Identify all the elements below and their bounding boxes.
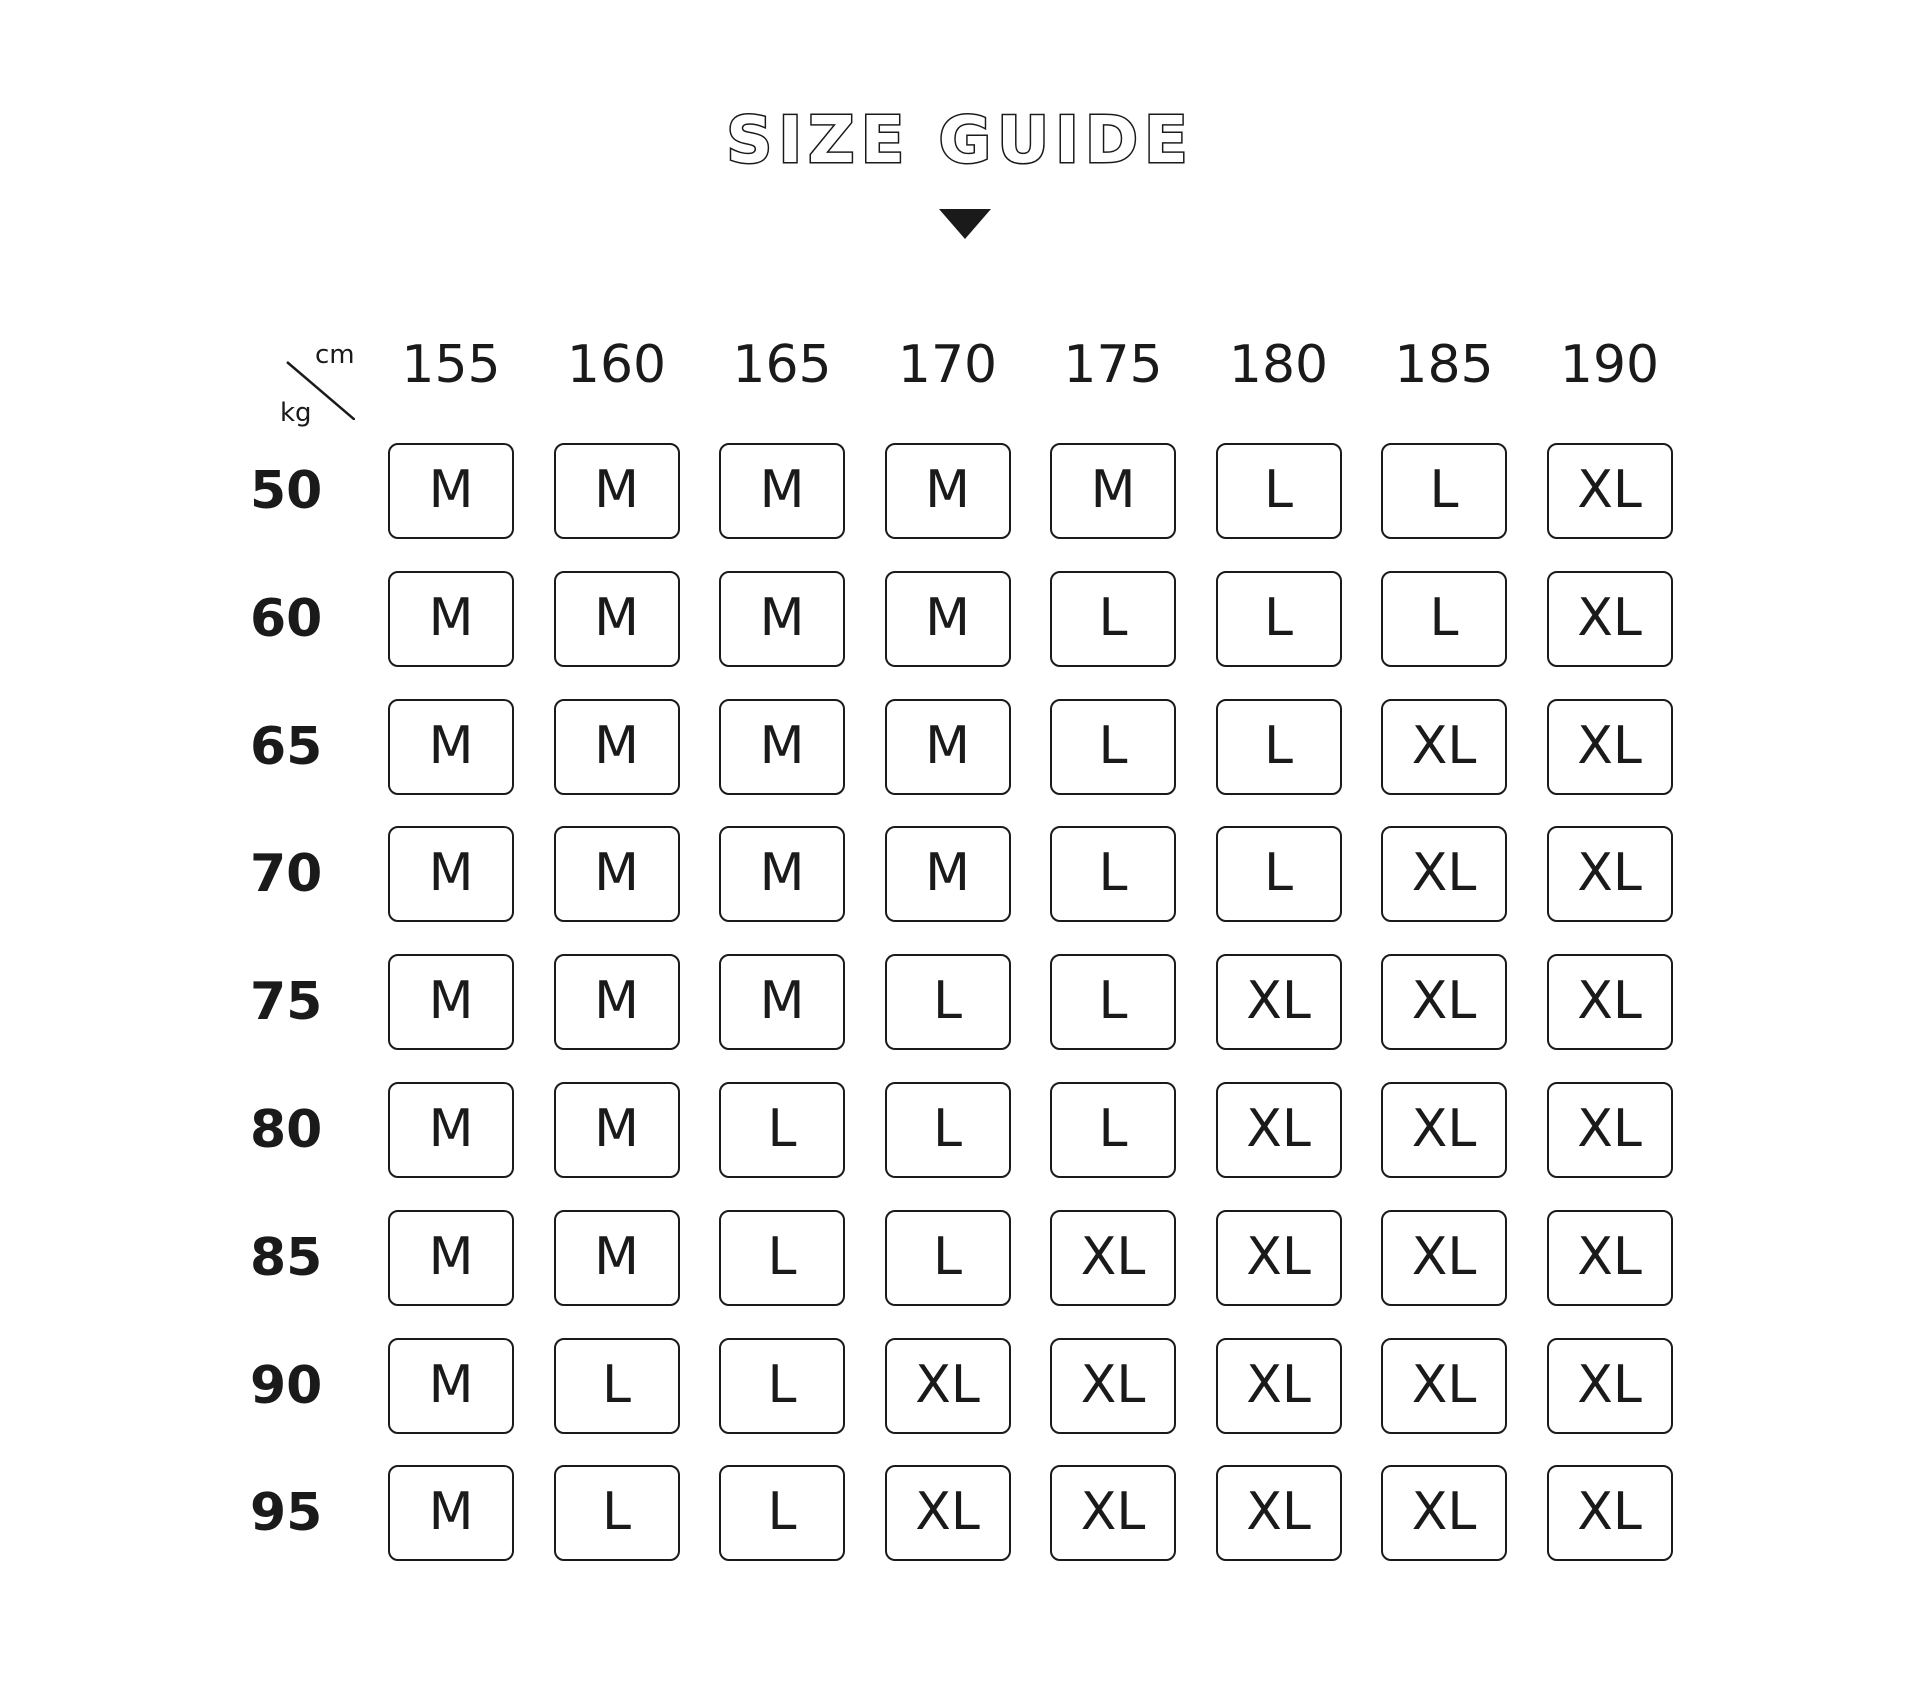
size-cell: M (554, 954, 680, 1050)
size-cell: XL (1050, 1338, 1176, 1434)
size-cell: M (719, 826, 845, 922)
size-cell: L (1216, 571, 1342, 667)
size-cell: M (388, 1082, 514, 1178)
size-cell: M (554, 1082, 680, 1178)
size-cell: L (1216, 699, 1342, 795)
size-cell: L (1050, 571, 1176, 667)
column-header: 175 (1063, 335, 1163, 395)
row-header: 60 (250, 588, 323, 649)
size-cell: L (719, 1338, 845, 1434)
size-cell: M (554, 699, 680, 795)
size-cell: XL (1547, 571, 1673, 667)
triangle-down-icon (935, 205, 995, 245)
size-cell: M (1050, 443, 1176, 539)
corner-header (275, 335, 375, 435)
size-cell: L (1216, 826, 1342, 922)
size-cell: L (719, 1082, 845, 1178)
size-cell: M (554, 443, 680, 539)
size-cell: L (719, 1210, 845, 1306)
size-cell: M (719, 571, 845, 667)
size-cell: XL (885, 1338, 1011, 1434)
size-cell: L (1050, 954, 1176, 1050)
size-cell: M (554, 571, 680, 667)
size-cell: L (554, 1338, 680, 1434)
size-cell: L (719, 1465, 845, 1561)
size-cell: L (1050, 699, 1176, 795)
column-header: 190 (1559, 335, 1660, 395)
size-cell: L (885, 954, 1011, 1050)
size-cell: M (388, 443, 514, 539)
size-cell: XL (1381, 1210, 1507, 1306)
row-header: 90 (250, 1355, 323, 1416)
size-cell: XL (1547, 826, 1673, 922)
size-cell: M (388, 571, 514, 667)
size-cell: M (554, 1210, 680, 1306)
size-cell: L (1216, 443, 1342, 539)
column-header: 185 (1394, 335, 1494, 395)
size-cell: XL (1547, 443, 1673, 539)
size-cell: XL (1381, 699, 1507, 795)
size-cell: XL (1547, 954, 1673, 1050)
size-cell: M (885, 443, 1011, 539)
size-cell: L (1381, 443, 1507, 539)
size-guide-title (560, 100, 1360, 180)
size-cell: XL (1050, 1465, 1176, 1561)
size-cell: XL (1216, 954, 1342, 1050)
size-cell: L (885, 1082, 1011, 1178)
column-header: 180 (1228, 335, 1329, 395)
size-cell: XL (1381, 1465, 1507, 1561)
size-cell: L (554, 1465, 680, 1561)
size-cell: L (1050, 1082, 1176, 1178)
size-cell: XL (1547, 1465, 1673, 1561)
row-header: 80 (250, 1100, 323, 1160)
size-cell: XL (1547, 699, 1673, 795)
size-cell: M (388, 954, 514, 1050)
title-area (0, 100, 1920, 180)
size-cell: M (388, 826, 514, 922)
size-cell: M (388, 1338, 514, 1434)
size-cell: M (885, 826, 1011, 922)
page-title: SIZE GUIDE (726, 104, 1194, 178)
size-cell: M (388, 1465, 514, 1561)
size-cell: XL (1381, 826, 1507, 922)
row-header: 85 (250, 1227, 323, 1288)
row-header: 50 (250, 461, 323, 521)
size-cell: XL (1381, 954, 1507, 1050)
size-cell: M (554, 826, 680, 922)
size-cell: XL (1216, 1082, 1342, 1178)
size-cell: XL (1216, 1465, 1342, 1561)
size-cell: XL (885, 1465, 1011, 1561)
size-cell: XL (1547, 1338, 1673, 1434)
size-cell: XL (1050, 1210, 1176, 1306)
size-cell: M (719, 954, 845, 1050)
size-cell: XL (1381, 1338, 1507, 1434)
size-cell: M (388, 1210, 514, 1306)
column-header: 155 (401, 335, 501, 395)
size-cell: M (388, 699, 514, 795)
size-cell: L (1381, 571, 1507, 667)
size-cell: XL (1547, 1082, 1673, 1178)
size-cell: XL (1381, 1082, 1507, 1178)
row-header: 95 (250, 1483, 323, 1544)
size-cell: XL (1216, 1338, 1342, 1434)
row-header: 70 (250, 844, 323, 905)
row-header: 65 (250, 716, 323, 777)
size-cell: XL (1547, 1210, 1673, 1306)
size-cell: L (1050, 826, 1176, 922)
size-cell: L (885, 1210, 1011, 1306)
size-cell: M (885, 571, 1011, 667)
row-unit-label: kg (280, 398, 312, 428)
column-header: 170 (897, 335, 998, 395)
size-cell: XL (1216, 1210, 1342, 1306)
size-cell: M (719, 699, 845, 795)
column-header: 160 (566, 335, 667, 395)
size-cell: M (885, 699, 1011, 795)
column-unit-label: cm (315, 340, 355, 370)
row-header: 75 (250, 972, 323, 1033)
column-header: 165 (732, 335, 832, 395)
size-cell: M (719, 443, 845, 539)
